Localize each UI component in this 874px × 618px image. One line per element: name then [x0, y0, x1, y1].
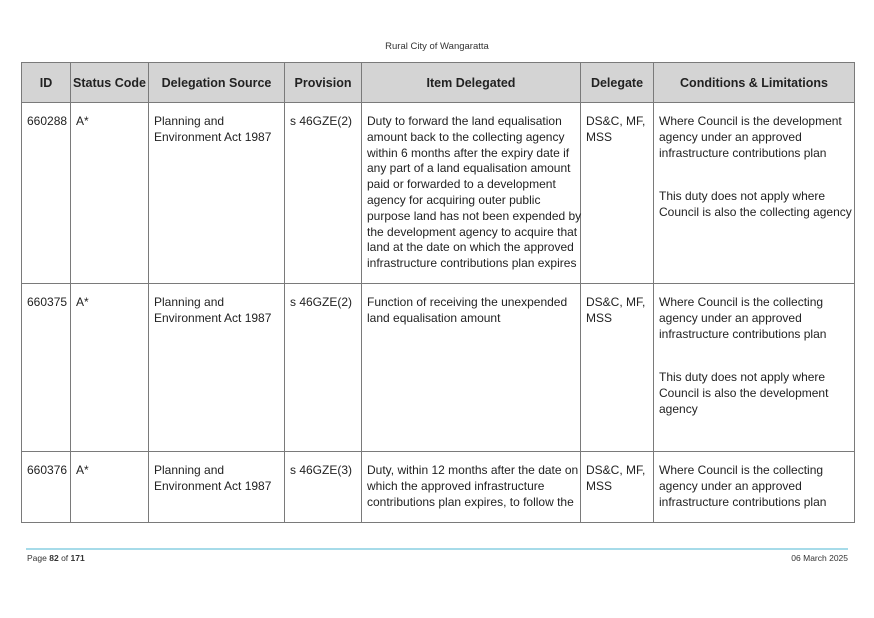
- item-line: land equalisation amount: [367, 310, 501, 325]
- footer-divider: [26, 548, 848, 550]
- item-line: land at the date on which the approved: [367, 240, 574, 255]
- cell-status-code: A*: [71, 103, 149, 284]
- delegate-line: MSS: [586, 310, 613, 325]
- cell-conditions: [654, 452, 855, 523]
- source-line: Planning and: [154, 114, 225, 128]
- cell-id: 660288: [22, 103, 71, 284]
- condition-line: agency: [659, 401, 698, 416]
- delegate-line: DS&C, MF,: [586, 295, 646, 309]
- table-row: [22, 452, 855, 523]
- cell-delegation-source: [149, 284, 285, 452]
- column-header-item-delegated: Item Delegated: [362, 63, 581, 103]
- condition-line: agency under an approved: [659, 310, 802, 325]
- table-row: [22, 103, 855, 284]
- delegate-line: MSS: [586, 129, 613, 144]
- item-line: amount back to the collecting agency: [367, 129, 565, 144]
- item-line: any part of a land equalisation amount: [367, 161, 571, 176]
- cell-delegate: [581, 103, 654, 284]
- condition-line: agency under an approved: [659, 478, 802, 493]
- item-line: Function of receiving the unexpended: [367, 295, 568, 309]
- page-of: of: [61, 553, 69, 563]
- condition-line: This duty does not apply where: [659, 189, 826, 204]
- cell-delegation-source: [149, 103, 285, 284]
- cell-status-code: A*: [71, 452, 149, 523]
- delegate-line: DS&C, MF,: [586, 114, 646, 128]
- condition-line: Council is also the development: [659, 386, 829, 401]
- delegate-line: DS&C, MF,: [586, 463, 646, 477]
- column-header-provision: Provision: [285, 63, 362, 103]
- cell-item-delegated: [362, 284, 581, 452]
- delegation-table: [21, 62, 855, 523]
- source-line: Environment Act 1987: [154, 478, 272, 493]
- cell-provision: s 46GZE(3): [285, 452, 362, 523]
- footer-date: 06 March 2025: [791, 553, 848, 563]
- item-line: purpose land has not been expended by: [367, 208, 582, 223]
- column-header-delegation-source: Delegation Source: [149, 63, 285, 103]
- item-line: infrastructure contributions plan expires: [367, 256, 577, 271]
- page-prefix: Page: [27, 553, 47, 563]
- column-header-id: ID: [22, 63, 71, 103]
- cell-provision: s 46GZE(2): [285, 284, 362, 452]
- cell-status-code: A*: [71, 284, 149, 452]
- item-line: within 6 months after the expiry date if: [367, 145, 570, 160]
- item-line: agency for acquiring outer public: [367, 192, 541, 207]
- cell-conditions: [654, 284, 855, 452]
- table-header-row: [22, 63, 855, 103]
- condition-line: This duty does not apply where: [659, 370, 826, 385]
- column-header-conditions: Conditions & Limitations: [654, 63, 855, 103]
- condition-line: Where Council is the collecting: [659, 295, 824, 309]
- cell-id: 660375: [22, 284, 71, 452]
- source-line: Planning and: [154, 295, 225, 309]
- source-line: Planning and: [154, 463, 225, 477]
- page-total: 171: [70, 553, 85, 563]
- page-current: 82: [49, 553, 59, 563]
- delegate-line: MSS: [586, 478, 613, 493]
- cell-delegate: [581, 284, 654, 452]
- item-line: Duty to forward the land equalisation: [367, 114, 562, 128]
- condition-line: Where Council is the collecting: [659, 463, 824, 477]
- cell-item-delegated: [362, 452, 581, 523]
- cell-item-delegated: [362, 103, 581, 284]
- page-number: [27, 553, 85, 563]
- item-line: Duty, within 12 months after the date on: [367, 463, 579, 477]
- source-line: Environment Act 1987: [154, 310, 272, 325]
- column-header-delegate: Delegate: [581, 63, 654, 103]
- source-line: Environment Act 1987: [154, 129, 272, 144]
- item-line: paid or forwarded to a development: [367, 177, 556, 192]
- cell-conditions: [654, 103, 855, 284]
- condition-line: Where Council is the development: [659, 114, 842, 128]
- table-row: [22, 284, 855, 452]
- cell-provision: s 46GZE(2): [285, 103, 362, 284]
- cell-delegate: [581, 452, 654, 523]
- condition-line: infrastructure contributions plan: [659, 326, 827, 341]
- condition-line: infrastructure contributions plan: [659, 494, 827, 509]
- column-header-status-code: Status Code: [71, 63, 149, 103]
- cell-delegation-source: [149, 452, 285, 523]
- item-line: the development agency to acquire that: [367, 224, 578, 239]
- condition-line: agency under an approved: [659, 129, 802, 144]
- item-line: contributions plan expires, to follow the: [367, 494, 574, 509]
- condition-line: Council is also the collecting agency: [659, 205, 852, 220]
- document-header: Rural City of Wangaratta: [385, 41, 489, 52]
- item-line: which the approved infrastructure: [367, 478, 545, 493]
- condition-line: infrastructure contributions plan: [659, 145, 827, 160]
- cell-id: 660376: [22, 452, 71, 523]
